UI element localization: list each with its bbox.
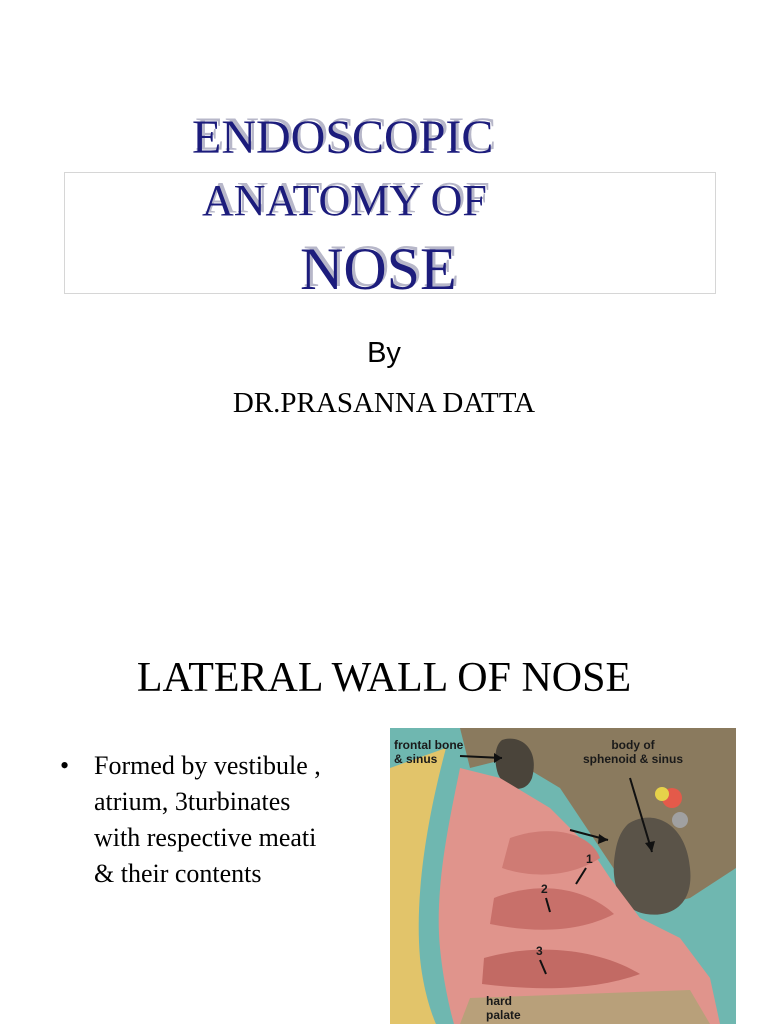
label-line: & sinus: [394, 752, 438, 766]
bullet-list: [60, 748, 370, 892]
hard-palate-label: [486, 994, 526, 1022]
anatomy-illustration: [390, 728, 736, 1024]
label-line: palate: [486, 1008, 521, 1022]
turbinate-number-2: 2: [541, 882, 548, 896]
by-label: By: [367, 337, 401, 369]
bullet-line: with respective meati: [94, 823, 317, 852]
label-line: frontal bone: [394, 738, 464, 752]
title-line-1: ENDOSCOPIC: [192, 111, 494, 164]
frontal-bone-label: [394, 738, 464, 766]
title-line-3: NOSE: [300, 236, 457, 302]
sphenoid-label: [578, 738, 688, 766]
bullet-text: [94, 748, 370, 892]
bullet-line: atrium, 3turbinates: [94, 787, 291, 816]
slide-title: LATERAL WALL OF NOSE: [136, 655, 632, 701]
bullet-line: & their contents: [94, 859, 262, 888]
label-line: hard: [486, 994, 513, 1008]
label-line: body of: [611, 738, 655, 752]
label-line: sphenoid & sinus: [582, 752, 683, 766]
turbinate-number-1: 1: [586, 852, 593, 866]
list-item: [60, 748, 370, 892]
bullet-line: Formed by vestibule ,: [94, 751, 321, 780]
lateral-wall-slide: [0, 600, 768, 1024]
turbinate-number-3: 3: [536, 944, 543, 958]
title-line-2: ANATOMY OF: [202, 176, 487, 225]
bullet-icon: •: [60, 751, 70, 780]
author-name: DR.PRASANNA DATTA: [232, 387, 536, 419]
nasal-anatomy-figure: [390, 728, 736, 1024]
